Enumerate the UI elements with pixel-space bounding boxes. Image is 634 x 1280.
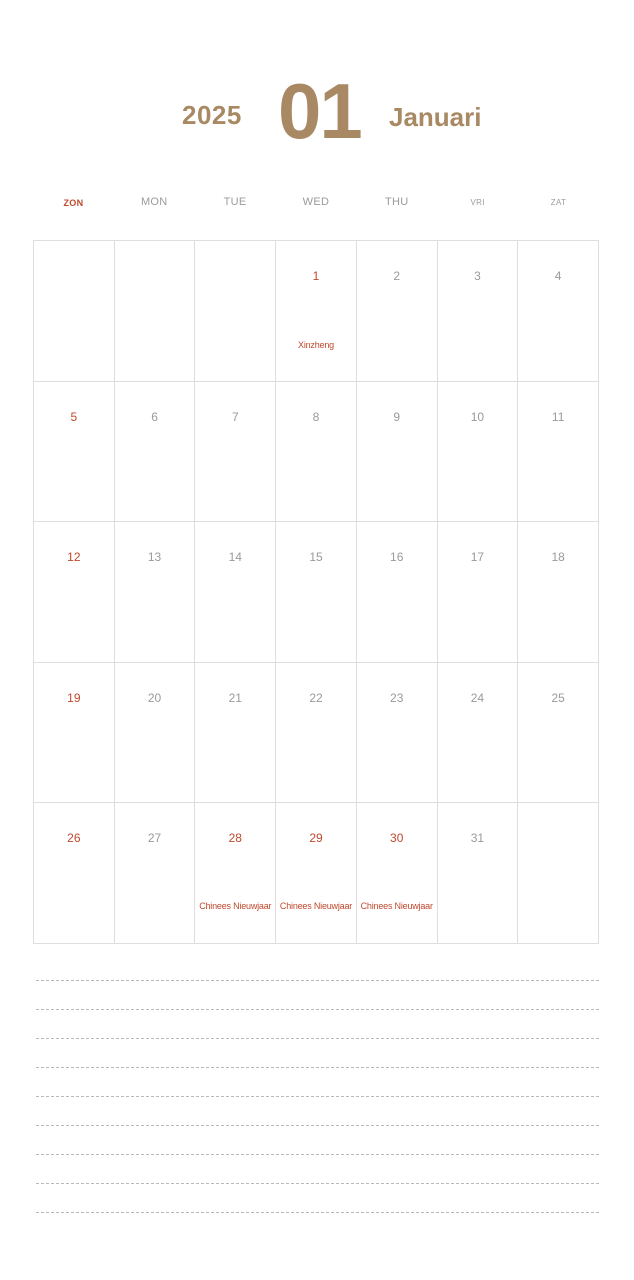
- day-number: 27: [147, 831, 162, 846]
- weekday-label: THU: [385, 196, 409, 208]
- day-cell: [34, 663, 115, 804]
- weekday-label: ZON: [63, 198, 84, 208]
- day-number: 4: [554, 269, 562, 283]
- note-line: [36, 1212, 599, 1213]
- weekday-label: MON: [140, 196, 168, 208]
- day-number: 11: [551, 409, 565, 424]
- day-cell: [115, 382, 196, 523]
- day-number: 3: [474, 269, 481, 283]
- day-cell: [357, 663, 438, 804]
- day-cell: [276, 803, 357, 944]
- day-cell: [438, 663, 519, 804]
- month-name: Januari: [389, 102, 482, 132]
- weekday-header-row: [33, 196, 599, 212]
- day-cell: [276, 241, 357, 382]
- day-cell: [195, 803, 276, 944]
- day-number: 14: [228, 550, 242, 565]
- day-number: 5: [70, 409, 78, 424]
- day-cell: [115, 803, 196, 944]
- day-number: 22: [309, 690, 323, 705]
- day-number: 1: [312, 269, 320, 283]
- month-number: 01: [278, 67, 361, 155]
- notes-area: [36, 980, 599, 1241]
- day-number: 6: [151, 409, 158, 424]
- day-number: 15: [309, 550, 323, 565]
- day-cell: [276, 522, 357, 663]
- day-number: 8: [312, 409, 320, 424]
- weekday-label: WED: [302, 196, 330, 208]
- day-cell: [195, 663, 276, 804]
- day-cell: [438, 241, 519, 382]
- day-cell: [34, 522, 115, 663]
- note-line: [36, 1183, 599, 1184]
- calendar-grid: [33, 240, 599, 944]
- day-cell: [357, 803, 438, 944]
- note-line: [36, 1125, 599, 1126]
- holiday-label: Chinees Nieuwjaar: [360, 901, 433, 912]
- day-number: 21: [228, 690, 242, 705]
- day-number: 26: [67, 831, 81, 846]
- day-number: 12: [67, 550, 81, 565]
- note-line: [36, 980, 599, 981]
- day-cell: [34, 382, 115, 523]
- day-cell: [518, 522, 599, 663]
- day-number: 19: [67, 690, 81, 705]
- day-cell: [115, 663, 196, 804]
- day-cell: [518, 803, 599, 944]
- calendar-header: [0, 67, 634, 160]
- day-number: 20: [147, 690, 162, 705]
- day-number: 10: [470, 409, 485, 424]
- note-line: [36, 1009, 599, 1010]
- day-number: 29: [309, 831, 323, 846]
- day-cell: [115, 522, 196, 663]
- day-cell: [276, 382, 357, 523]
- day-cell: [357, 522, 438, 663]
- holiday-label: Chinees Nieuwjaar: [199, 901, 272, 912]
- day-number: 2: [393, 269, 401, 283]
- day-number: 13: [147, 550, 162, 565]
- day-cell: [357, 382, 438, 523]
- weekday-label: TUE: [223, 196, 247, 208]
- day-cell: [518, 382, 599, 523]
- note-line: [36, 1038, 599, 1039]
- day-cell: [518, 663, 599, 804]
- day-cell: [195, 382, 276, 523]
- day-number: 30: [390, 831, 404, 846]
- day-number: 23: [390, 690, 404, 705]
- day-number: 24: [470, 690, 485, 705]
- day-cell: [518, 241, 599, 382]
- day-number: 17: [470, 550, 485, 565]
- day-cell: [34, 803, 115, 944]
- holiday-label: Chinees Nieuwjaar: [279, 901, 353, 912]
- day-cell: [438, 803, 519, 944]
- day-cell: [195, 241, 276, 382]
- weekday-label: ZAT: [550, 198, 567, 207]
- day-number: 31: [470, 831, 485, 846]
- day-cell: [34, 241, 115, 382]
- day-cell: [438, 522, 519, 663]
- day-number: 25: [551, 690, 565, 705]
- day-cell: [438, 382, 519, 523]
- note-line: [36, 1096, 599, 1097]
- year-label: 2025: [182, 100, 242, 130]
- weekday-label: VRI: [470, 198, 485, 207]
- day-cell: [195, 522, 276, 663]
- day-number: 28: [228, 831, 242, 846]
- day-cell: [115, 241, 196, 382]
- day-number: 7: [231, 409, 239, 424]
- day-number: 16: [390, 550, 404, 565]
- note-line: [36, 1154, 599, 1155]
- day-cell: [276, 663, 357, 804]
- holiday-label: Xinzheng: [298, 340, 334, 350]
- day-number: 9: [393, 409, 401, 424]
- day-number: 18: [551, 550, 565, 565]
- day-cell: [357, 241, 438, 382]
- note-line: [36, 1067, 599, 1068]
